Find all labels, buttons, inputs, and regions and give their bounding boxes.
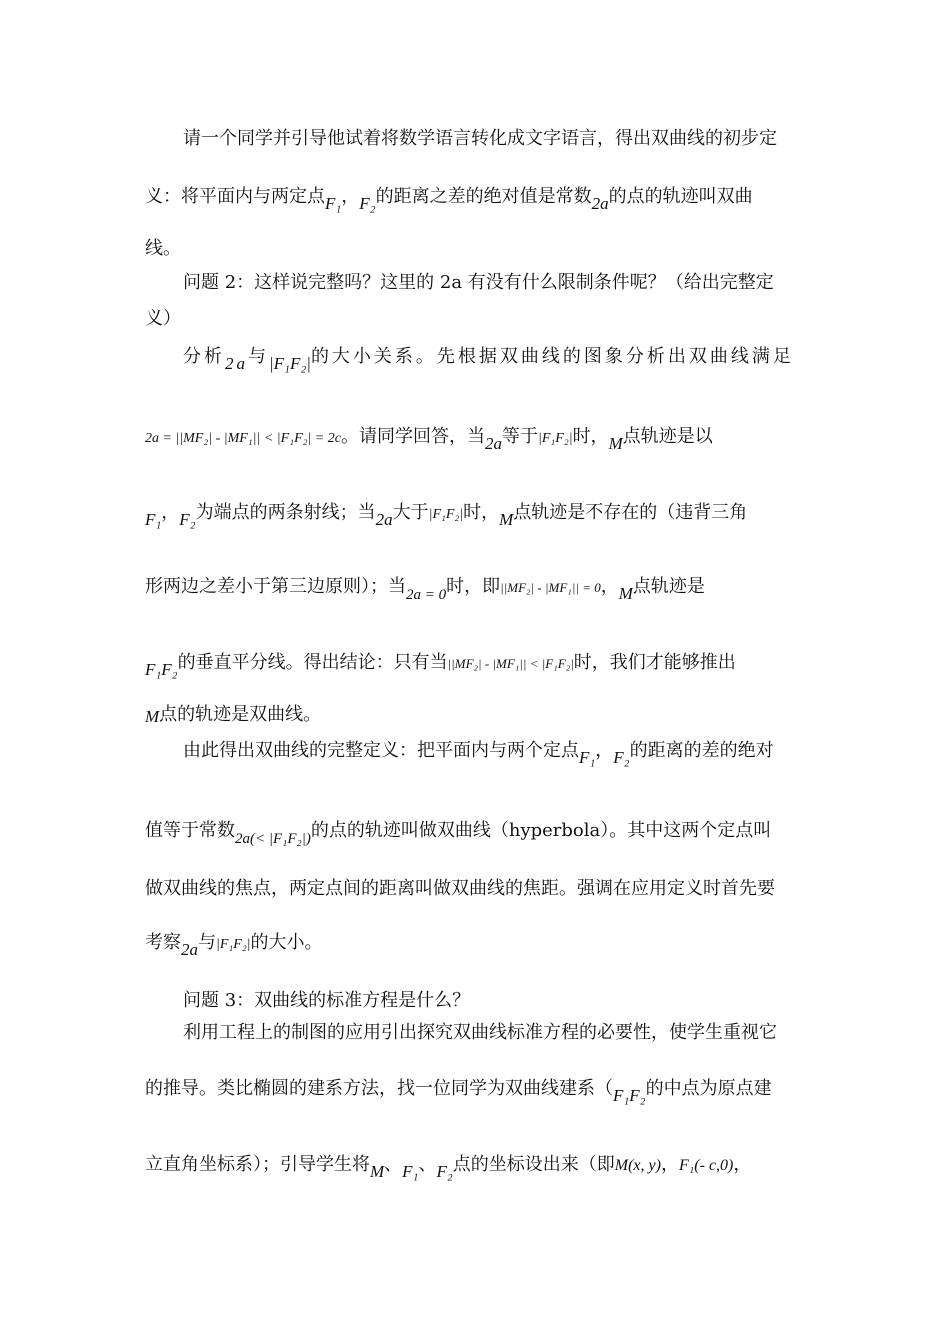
text: 为端点的两条射线；当 bbox=[195, 502, 376, 523]
paragraph-line bbox=[145, 872, 810, 906]
text: 分析 bbox=[183, 346, 225, 367]
math-F1F2: F₁F₂ bbox=[145, 660, 178, 679]
text: 做双曲线的焦点，两定点间的距离叫做双曲线的焦距。强调在应用定义时首先要 bbox=[145, 878, 775, 899]
text: 立直角坐标系）；引导学生将 bbox=[145, 1154, 370, 1175]
text: 的距离之差的绝对值是常数 bbox=[375, 186, 592, 207]
paragraph-line bbox=[183, 266, 810, 300]
math-F1: F₁ bbox=[402, 1162, 419, 1181]
math-F2: F₂ bbox=[613, 748, 630, 767]
math-diff-zero: ||MF₂| - |MF₁|| = 0 bbox=[500, 580, 601, 595]
math-F2: F₂ bbox=[179, 510, 196, 529]
math-2a: 2a bbox=[375, 510, 393, 529]
text: 大于 bbox=[392, 502, 429, 523]
math-F1: F₁ bbox=[325, 194, 342, 213]
text: 点的轨迹是双曲线。 bbox=[159, 704, 322, 725]
text: 形两边之差小于第三边原则）；当 bbox=[145, 576, 406, 597]
math-2a: 2a bbox=[181, 940, 198, 959]
math-M: M bbox=[370, 1162, 385, 1181]
text: 点轨迹是以 bbox=[622, 426, 713, 447]
text: 点轨迹是不存在的（违背三角 bbox=[513, 502, 748, 523]
paragraph-line bbox=[145, 180, 810, 214]
math-F2: F₂ bbox=[359, 194, 376, 213]
text: 的大小。 bbox=[250, 932, 323, 953]
text: 的垂直平分线。得出结论：只有当 bbox=[177, 652, 448, 673]
math-M-xy: M(x, y) bbox=[614, 1157, 661, 1174]
paragraph-line bbox=[183, 1016, 810, 1050]
math-2a: 2a bbox=[591, 194, 609, 213]
text: 由此得出双曲线的完整定义：把平面内与两个定点 bbox=[183, 740, 579, 761]
text: 问题 3：双曲线的标准方程是什么？ bbox=[183, 990, 471, 1011]
paragraph-line bbox=[145, 1148, 810, 1182]
paragraph-line bbox=[145, 570, 810, 604]
text: 点的坐标设出来（即 bbox=[452, 1154, 615, 1175]
text: 的距离的差的绝对 bbox=[629, 740, 774, 761]
text: 值等于常数 bbox=[145, 820, 235, 841]
text: ， bbox=[595, 740, 614, 761]
math-diff-less: ||MF₂| - |MF₁|| < |F₁F₂| bbox=[447, 656, 574, 671]
text: 时，即 bbox=[446, 576, 501, 597]
math-inequality: 2a = ||MF₂| - |MF₁|| < |F₁F₂| = 2c bbox=[145, 431, 342, 446]
text: 、 bbox=[384, 1154, 403, 1175]
math-abs-F1F2: |F₁F₂| bbox=[216, 937, 251, 952]
paragraph-line bbox=[145, 814, 810, 848]
math-M: M bbox=[499, 510, 514, 529]
paragraph-line bbox=[145, 420, 810, 454]
text: 时， bbox=[572, 426, 609, 447]
paragraph-line bbox=[145, 302, 810, 336]
text: 时， bbox=[463, 502, 500, 523]
math-2a-less: 2a(< |F₁F₂|) bbox=[235, 831, 311, 847]
text: ， bbox=[161, 502, 180, 523]
text: 请一个同学并引导他试着将数学语言转化成文字语言，得出双曲线的初步定 bbox=[183, 128, 777, 149]
text: ， bbox=[600, 576, 619, 597]
math-M: M bbox=[145, 707, 160, 726]
text: 义） bbox=[145, 308, 181, 329]
math-abs-F1F2: |F₁F₂| bbox=[269, 354, 311, 373]
text: 义：将平面内与两定点 bbox=[145, 186, 325, 207]
text: 。请同学回答，当 bbox=[341, 426, 486, 447]
math-F2: F₂ bbox=[436, 1162, 453, 1181]
text: 的中点为原点建 bbox=[645, 1078, 772, 1099]
paragraph-line bbox=[145, 232, 810, 266]
math-F1: F₁ bbox=[145, 510, 162, 529]
text: 、 bbox=[418, 1154, 437, 1175]
text: 时，我们才能够推出 bbox=[573, 652, 736, 673]
math-F1: F₁ bbox=[579, 748, 596, 767]
text: ， bbox=[660, 1154, 679, 1175]
text: ， bbox=[733, 1154, 752, 1175]
math-M: M bbox=[608, 434, 623, 453]
text: 利用工程上的制图的应用引出探究双曲线标准方程的必要性，使学生重视它 bbox=[183, 1022, 777, 1043]
text: 的大小关系。先根据双曲线的图象分析出双曲线满足 bbox=[310, 346, 794, 367]
paragraph-line bbox=[145, 496, 810, 530]
math-abs-F1F2: |F₁F₂| bbox=[538, 431, 573, 446]
text: 等于 bbox=[502, 426, 539, 447]
paragraph-line bbox=[183, 340, 810, 374]
math-2a: 2a bbox=[225, 354, 248, 373]
text: 考察 bbox=[145, 932, 181, 953]
paragraph-line bbox=[183, 122, 810, 156]
math-F1F2: F₁F₂ bbox=[613, 1086, 646, 1105]
paragraph-line bbox=[145, 646, 810, 680]
paragraph-line bbox=[183, 734, 810, 768]
text: 线。 bbox=[145, 238, 181, 259]
text: 与 bbox=[198, 932, 216, 953]
paragraph-line bbox=[145, 698, 810, 732]
text: 的推导。类比椭圆的建系方法，找一位同学为双曲线建系（ bbox=[145, 1078, 613, 1099]
paragraph-line bbox=[145, 926, 810, 960]
text: 问题 2：这样说完整吗？这里的 2a 有没有什么限制条件呢？（给出完整定 bbox=[183, 272, 774, 293]
math-F1-coord: F₁(- c,0) bbox=[678, 1157, 734, 1174]
paragraph-line bbox=[145, 1072, 810, 1106]
math-abs-F1F2: |F₁F₂| bbox=[428, 507, 464, 522]
paragraph-line bbox=[183, 984, 810, 1018]
text: 的点的轨迹叫双曲 bbox=[608, 186, 753, 207]
math-M: M bbox=[618, 584, 633, 603]
math-2a-zero: 2a = 0 bbox=[406, 587, 447, 603]
text: ， bbox=[341, 186, 360, 207]
text: 的点的轨迹叫做双曲线（hyperbola）。其中这两个定点叫 bbox=[310, 820, 772, 841]
math-2a: 2a bbox=[485, 434, 503, 453]
text: 点轨迹是 bbox=[632, 576, 705, 597]
text: 与 bbox=[248, 346, 269, 367]
